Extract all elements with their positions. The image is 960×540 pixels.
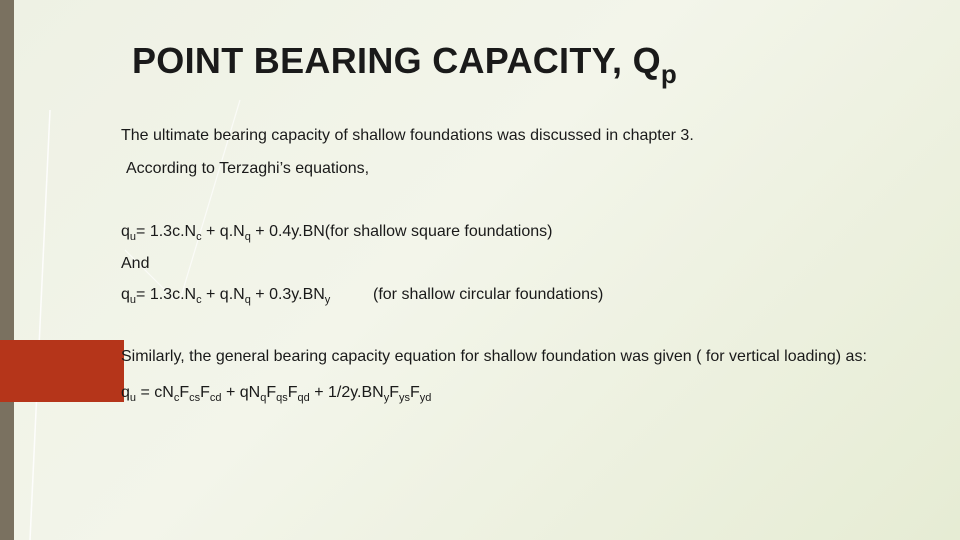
eq-sub: y: [324, 294, 331, 306]
deco-line-vertical: [30, 110, 50, 540]
slide-title: [132, 40, 677, 90]
eq-part: = cN: [136, 384, 174, 401]
eq-sub: q: [260, 392, 267, 404]
intro-text: The ultimate bearing capacity of shallow foundations was discussed in chapter 3.: [121, 127, 694, 144]
eq-part: q: [121, 286, 130, 303]
eq-sub: u: [129, 392, 137, 404]
eq-sub: c: [173, 392, 180, 404]
eq-part: + 0.4y.BN(for shallow square foundations): [250, 223, 553, 240]
eq-part: + q.N: [201, 223, 245, 240]
eq-sub: q: [244, 294, 251, 306]
circular-note: (for shallow circular foundations): [373, 286, 604, 303]
eq-sub: y: [383, 392, 390, 404]
eq-sub: yd: [419, 392, 432, 404]
eq-sub: q: [244, 231, 251, 243]
eq-sub: cs: [189, 392, 201, 404]
equation-general: [121, 384, 431, 404]
accent-tab: [0, 340, 124, 402]
eq-part: q: [121, 223, 130, 240]
eq-sub: u: [129, 231, 137, 243]
eq-part: F: [287, 384, 298, 401]
and-label: And: [121, 255, 150, 272]
eq-part: F: [389, 384, 400, 401]
eq-part: + q.N: [201, 286, 245, 303]
eq-part: + 1/2y.BN: [309, 384, 384, 401]
eq-part: F: [410, 384, 420, 401]
eq-sub: qs: [276, 392, 288, 404]
eq-part: + 0.3y.BN: [250, 286, 325, 303]
eq-sub: c: [196, 231, 202, 243]
eq-part: F: [266, 384, 277, 401]
eq-sub: qd: [297, 392, 310, 404]
equation-square: [121, 223, 552, 243]
eq-part: q: [121, 384, 130, 401]
eq-part: = 1.3c.N: [136, 286, 197, 303]
eq-part: F: [179, 384, 190, 401]
general-intro-text: Similarly, the general bearing capacity equation for shallow foundation was given ( for vertical loading) as:: [121, 348, 867, 365]
title-subscript: p: [660, 59, 678, 89]
eq-sub: ys: [399, 392, 411, 404]
terzaghi-text: According to Terzaghi’s equations,: [126, 160, 370, 177]
eq-sub: cd: [209, 392, 222, 404]
title-text: POINT BEARING CAPACITY, Q: [132, 40, 661, 81]
eq-part: = 1.3c.N: [136, 223, 197, 240]
equation-circular: [121, 286, 330, 306]
eq-part: F: [200, 384, 210, 401]
eq-part: + qN: [221, 384, 261, 401]
eq-sub: u: [129, 294, 137, 306]
eq-sub: c: [196, 294, 202, 306]
